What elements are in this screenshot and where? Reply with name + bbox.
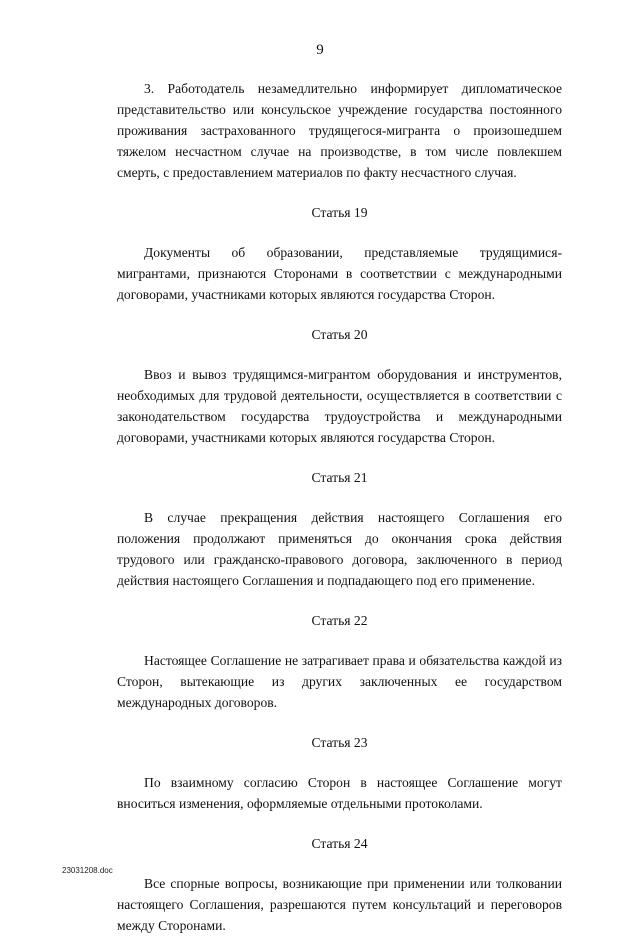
heading-article-19: Статья 19 — [311, 205, 368, 220]
document-body — [117, 78, 562, 936]
heading-article-21: Статья 21 — [311, 470, 368, 485]
heading-article-22: Статья 22 — [311, 613, 368, 628]
paragraph-article-19: Документы об образовании, представляемые трудящимися-мигрантами, признаются Сторонами в соответствии с международными договорами, участниками которых являются государства Сторон. — [117, 245, 562, 302]
paragraph-3: 3. Работодатель незамедлительно информирует дипломатическое представительство или консульское учреждение государства постоянного проживания застрахованного трудящегося-мигранта о произошедшем тяжелом несчастном случае на производстве, в том числе повлекшем смерть, с предоставлением материалов по факту несчастного случая. — [117, 81, 562, 180]
heading-article-23: Статья 23 — [311, 735, 368, 750]
heading-article-24: Статья 24 — [311, 836, 368, 851]
paragraph-article-22: Настоящее Соглашение не затрагивает права и обязательства каждой из Сторон, вытекающие из других заключенных ее государством международных договоров. — [117, 653, 562, 710]
page-number: 9 — [316, 42, 324, 58]
paragraph-article-24: Все спорные вопросы, возникающие при применении или толковании настоящего Соглашения, разрешаются путем консультаций и переговоров между Сторонами. — [117, 876, 562, 933]
paragraph-article-21: В случае прекращения действия настоящего Соглашения его положения продолжают применяться до окончания срока действия трудового или гражданско-правового договора, заключенного в период действия настоящего Соглашения и подпадающего под его применение. — [117, 510, 562, 588]
paragraph-article-20: Ввоз и вывоз трудящимся-мигрантом оборудования и инструментов, необходимых для трудовой деятельности, осуществляется в соответствии с законодательством государства трудоустройства и международными договорами, участниками которых являются государства Сторон. — [117, 367, 562, 445]
heading-article-20: Статья 20 — [311, 327, 368, 342]
file-name-footer: 23031208.doc — [62, 866, 113, 875]
paragraph-article-23: По взаимному согласию Сторон в настоящее Соглашение могут вноситься изменения, оформляемые отдельными протоколами. — [117, 775, 562, 811]
